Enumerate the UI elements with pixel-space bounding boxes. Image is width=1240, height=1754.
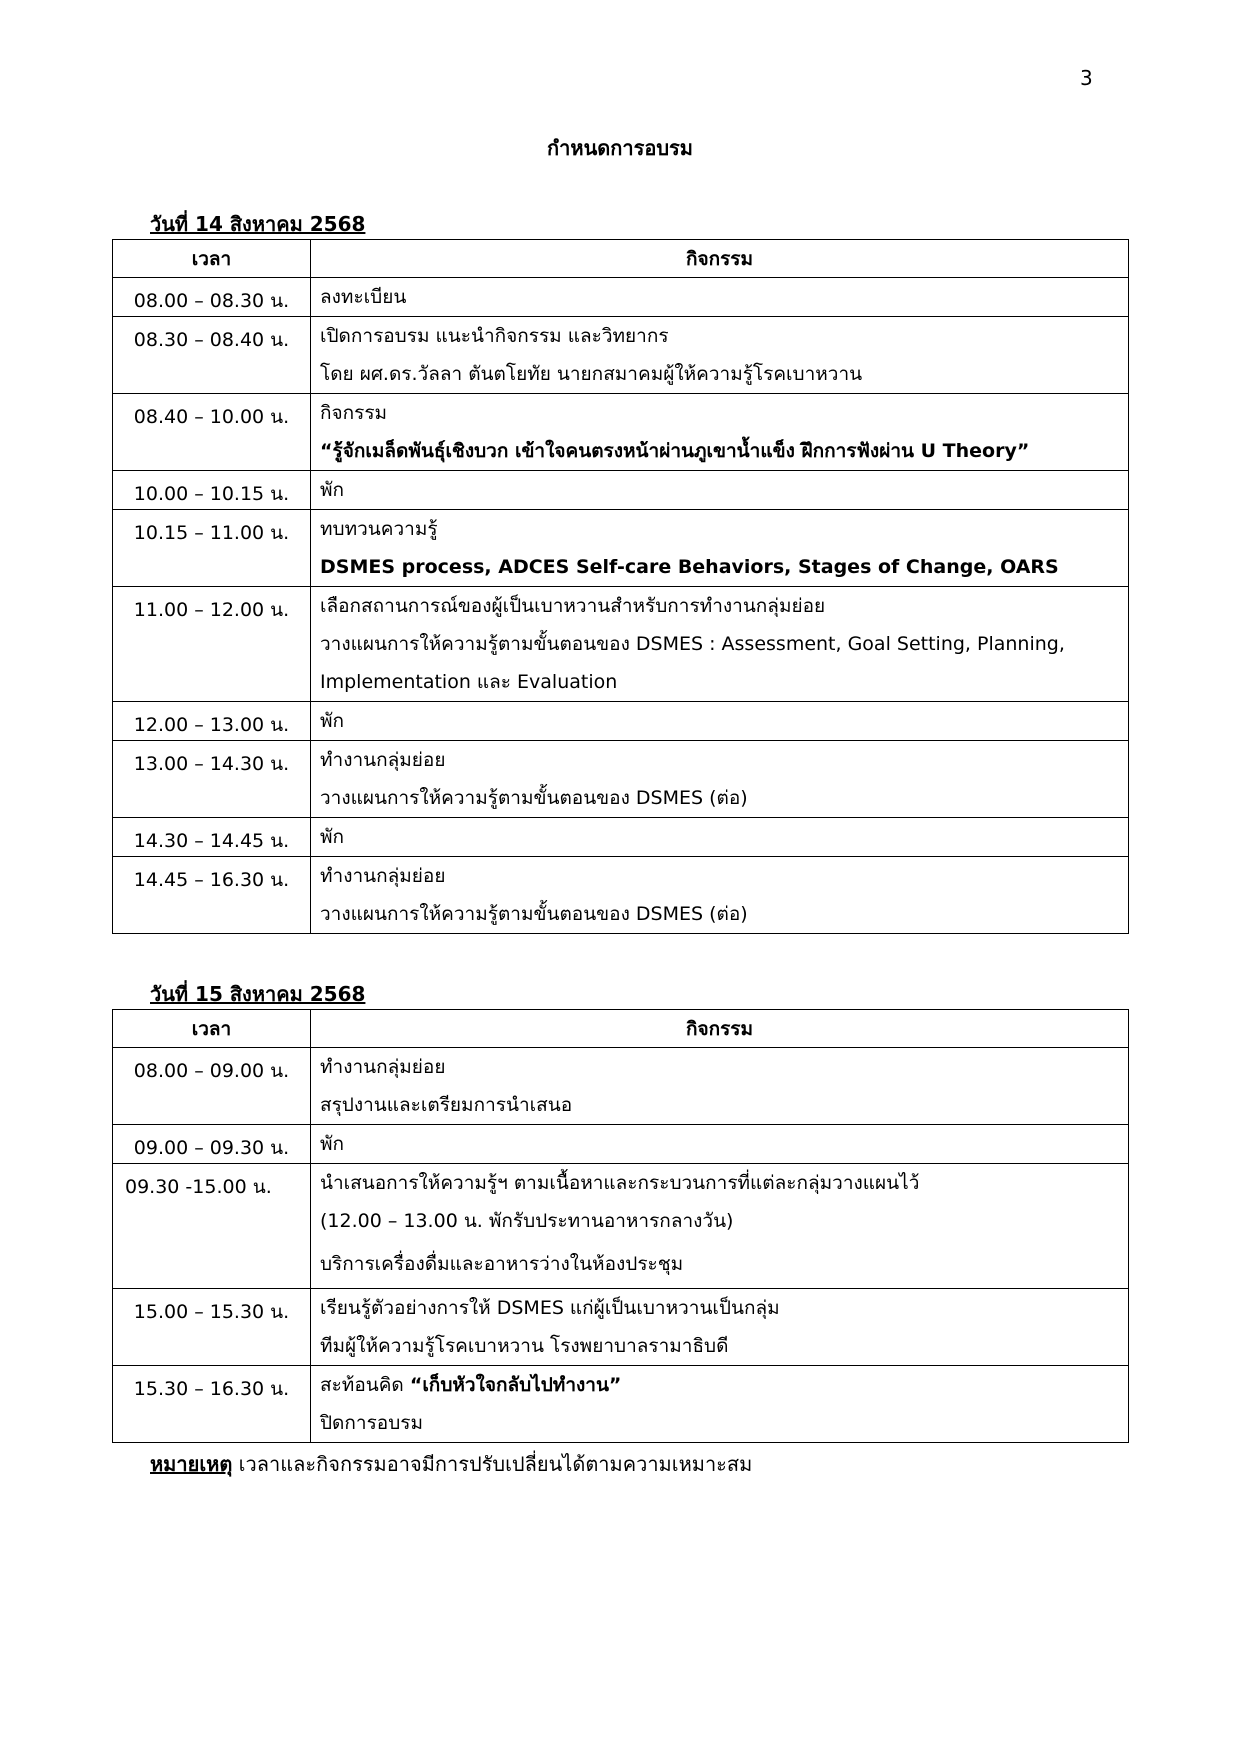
- activity-cell: [311, 1164, 1129, 1289]
- activity-cell: [311, 587, 1129, 702]
- activity-line: ทบทวนความรู้: [320, 518, 438, 540]
- time-cell: 08.30 – 08.40 น.: [113, 317, 311, 394]
- table-row: [113, 1164, 1129, 1289]
- time-cell: 15.30 – 16.30 น.: [113, 1366, 311, 1443]
- day1-heading: วันที่ 14 สิงหาคม 2568: [150, 212, 366, 236]
- note-text: เวลาและกิจกรรมอาจมีการปรับเปลี่ยนได้ตามความเหมาะสม: [232, 1452, 753, 1476]
- activity-line: เปิดการอบรม แนะนำกิจกรรม และวิทยากร: [320, 325, 669, 347]
- header-activity: กิจกรรม: [311, 1010, 1129, 1048]
- activity-line: วางแผนการให้ความรู้ตามขั้นตอนของ DSMES : Assessment, Goal Setting, Planning,: [320, 633, 1065, 655]
- time-cell: 08.40 – 10.00 น.: [113, 394, 311, 471]
- time-cell: 09.00 – 09.30 น.: [113, 1125, 311, 1164]
- table-row: [113, 1048, 1129, 1125]
- document-title: กำหนดการอบรม: [547, 136, 693, 160]
- activity-line: DSMES process, ADCES Self-care Behaviors, Stages of Change, OARS: [320, 556, 1059, 578]
- activity-line: ทำงานกลุ่มย่อย: [320, 865, 446, 887]
- activity-text: สะท้อนคิด: [320, 1374, 410, 1396]
- activity-line: ลงทะเบียน: [320, 286, 407, 308]
- header-activity: กิจกรรม: [311, 240, 1129, 278]
- table-row: [113, 818, 1129, 857]
- time-cell: 15.00 – 15.30 น.: [113, 1289, 311, 1366]
- activity-cell: [311, 702, 1129, 741]
- header-time: เวลา: [113, 1010, 311, 1048]
- note-label: หมายเหตุ: [150, 1452, 233, 1476]
- table-row: [113, 702, 1129, 741]
- activity-line: สรุปงานและเตรียมการนำเสนอ: [320, 1094, 573, 1116]
- activity-line: Implementation และ Evaluation: [320, 671, 618, 693]
- time-cell: 08.00 – 08.30 น.: [113, 278, 311, 317]
- time-cell: 11.00 – 12.00 น.: [113, 587, 311, 702]
- activity-line: พัก: [320, 479, 345, 501]
- table-row: [113, 587, 1129, 702]
- activity-line: ทีมผู้ให้ความรู้โรคเบาหวาน โรงพยาบาลรามาธิบดี: [320, 1335, 729, 1357]
- activity-cell: [311, 857, 1129, 934]
- activity-line: เลือกสถานการณ์ของผู้เป็นเบาหวานสำหรับการทำงานกลุ่มย่อย: [320, 595, 826, 617]
- table-row: [113, 394, 1129, 471]
- table-row: [113, 1125, 1129, 1164]
- activity-line: พัก: [320, 826, 345, 848]
- activity-line: ทำงานกลุ่มย่อย: [320, 1056, 446, 1078]
- activity-line: “รู้จักเมล็ดพันธุ์เชิงบวก เข้าใจคนตรงหน้าผ่านภูเขาน้ำแข็ง ฝึกการฟังผ่าน U Theory”: [320, 440, 1030, 462]
- time-cell: 12.00 – 13.00 น.: [113, 702, 311, 741]
- activity-line: [320, 1366, 1120, 1404]
- activity-cell: [311, 278, 1129, 317]
- activity-cell: [311, 741, 1129, 818]
- page-number: 3: [1080, 66, 1093, 90]
- day2-schedule-table: [112, 1009, 1129, 1443]
- activity-cell: [311, 471, 1129, 510]
- activity-line: บริการเครื่องดื่มและอาหารว่างในห้องประชุม: [320, 1253, 684, 1275]
- activity-cell: [311, 1366, 1129, 1443]
- time-cell: 09.30 -15.00 น.: [113, 1164, 311, 1289]
- time-cell: 10.00 – 10.15 น.: [113, 471, 311, 510]
- activity-line: โดย ผศ.ดร.วัลลา ตันตโยทัย นายกสมาคมผู้ให้ความรู้โรคเบาหวาน: [320, 363, 863, 385]
- activity-line: นำเสนอการให้ความรู้ฯ ตามเนื้อหาและกระบวนการที่แต่ละกลุ่มวางแผนไว้: [320, 1172, 920, 1194]
- activity-line: เรียนรู้ตัวอย่างการให้ DSMES แก่ผู้เป็นเบาหวานเป็นกลุ่ม: [320, 1297, 780, 1319]
- activity-cell: [311, 1048, 1129, 1125]
- table-row: [113, 857, 1129, 934]
- activity-line: กิจกรรม: [320, 402, 388, 424]
- table-row: [113, 741, 1129, 818]
- activity-line: ปิดการอบรม: [320, 1412, 423, 1434]
- activity-cell: [311, 1289, 1129, 1366]
- header-time: เวลา: [113, 240, 311, 278]
- time-cell: 14.30 – 14.45 น.: [113, 818, 311, 857]
- activity-line: พัก: [320, 1133, 345, 1155]
- table-row: [113, 510, 1129, 587]
- activity-line: พัก: [320, 710, 345, 732]
- time-cell: 14.45 – 16.30 น.: [113, 857, 311, 934]
- activity-line: ทำงานกลุ่มย่อย: [320, 749, 446, 771]
- table-row: [113, 1366, 1129, 1443]
- table-row: [113, 278, 1129, 317]
- table-row: [113, 1289, 1129, 1366]
- table-header-row: [113, 1010, 1129, 1048]
- footnote: [150, 1448, 752, 1480]
- time-cell: 08.00 – 09.00 น.: [113, 1048, 311, 1125]
- activity-cell: [311, 394, 1129, 471]
- time-cell: 13.00 – 14.30 น.: [113, 741, 311, 818]
- table-row: [113, 471, 1129, 510]
- activity-cell: [311, 818, 1129, 857]
- table-row: [113, 317, 1129, 394]
- day1-schedule-table: [112, 239, 1129, 934]
- activity-cell: [311, 1125, 1129, 1164]
- activity-line: (12.00 – 13.00 น. พักรับประทานอาหารกลางวัน): [320, 1210, 734, 1232]
- activity-cell: [311, 510, 1129, 587]
- table-header-row: [113, 240, 1129, 278]
- activity-line: วางแผนการให้ความรู้ตามขั้นตอนของ DSMES (ต่อ): [320, 787, 748, 809]
- activity-cell: [311, 317, 1129, 394]
- activity-line: วางแผนการให้ความรู้ตามขั้นตอนของ DSMES (ต่อ): [320, 903, 748, 925]
- activity-quote: “เก็บหัวใจกลับไปทำงาน”: [409, 1374, 622, 1396]
- day2-heading: วันที่ 15 สิงหาคม 2568: [150, 982, 366, 1006]
- time-cell: 10.15 – 11.00 น.: [113, 510, 311, 587]
